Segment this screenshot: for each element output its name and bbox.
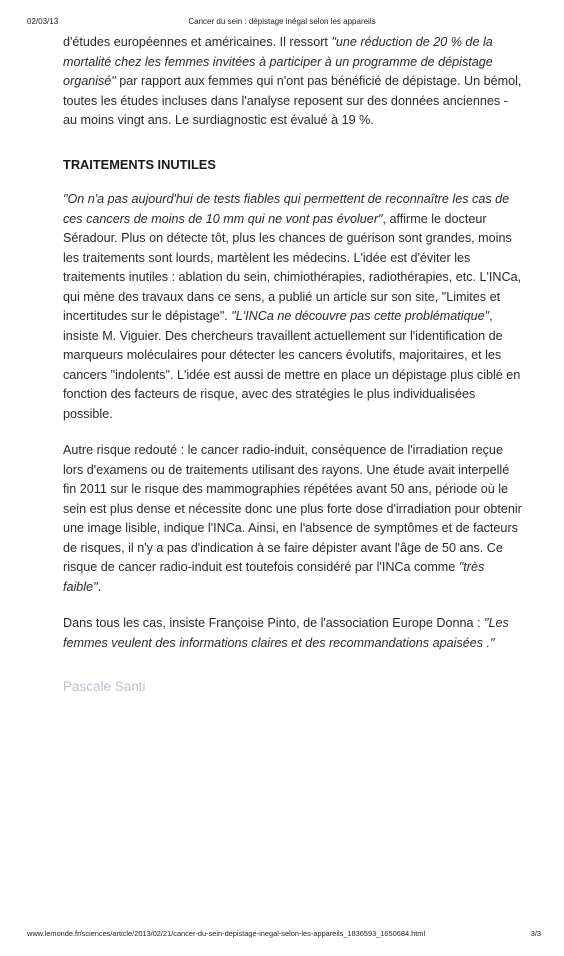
section-heading: TRAITEMENTS INUTILES	[63, 156, 216, 172]
text-segment: d'études européennes et américaines. Il ressort	[63, 35, 332, 49]
quote: "Les femmes veulent des informations claires et des recommandations apaisées ."	[63, 616, 509, 650]
text-segment: , affirme le docteur Séradour. Plus on détecte tôt, plus les chances de guérison sont grandes, moins les traitements sont lourds, martèlent les médecins. L'idée est d'éviter les traitements inutiles : ablation du sein, chimiothérapies, radiothérapies, etc. L'INCa, qui mène des travaux dans ce sens, a publié un article sur son site, "Limites et incertitudes sur le dépistage".	[63, 211, 522, 323]
text-segment: .	[97, 579, 102, 594]
quote: "L'INCa ne découvre pas cette problématique"	[231, 309, 490, 323]
text-segment: Dans tous les cas, insiste Françoise Pinto, de l'association Europe Donna :	[63, 616, 485, 630]
quote: "On n'a pas aujourd'hui de tests fiables qui permettent de reconnaître les cas de ces cancers de moins de 10 mm qui ne vont pas évoluer"	[63, 192, 510, 226]
print-url: www.lemonde.fr/sciences/article/2013/02/21/cancer-du-sein-depistage-inegal-selon-les-appareils_1836593_1650684.html	[27, 929, 426, 938]
text-segment: par rapport aux femmes qui n'ont pas bénéficié de dépistage. Un bémol, toutes les études incluses dans l'analyse reposent sur des données anciennes - au moins vingt ans. Le surdiagnostic est évalué à 19 %.	[63, 74, 522, 127]
paragraph-radiation-risk	[63, 441, 523, 597]
author-name: Pascale Santi	[63, 679, 146, 694]
print-page-title: Cancer du sein : dépistage inégal selon les appareils	[188, 17, 376, 26]
page-number: 3/3	[530, 929, 541, 938]
text-segment: Autre risque redouté : le cancer radio-induit, conséquence de l'irradiation reçue lors d'examens ou de traitements utilisant des rayons. Une étude avait interpellé fin 2011 sur le risque des mammographies répétées avant 50 ans, période où le sein est plus dense et nécessite donc une plus forte dose d'irradiation pour obtenir une image lisible, indique l'INCa. Ainsi, en l'absence de symptômes et de facteurs de risques, il n'y a pas d'indication à se faire dépister avant l'âge de 50 ans. Ce risque de cancer radio-induit est toutefois considéré par l'INCa comme	[63, 443, 522, 574]
paragraph-useless-treatments	[63, 190, 523, 424]
print-date: 02/03/13	[27, 17, 59, 26]
quote: "très faible"	[63, 560, 485, 594]
quote: "une réduction de 20 % de la mortalité chez les femmes invitées à participer à un programme de dépistage organisé"	[63, 35, 493, 88]
article-body	[63, 33, 523, 697]
text-segment: , insiste M. Viguier. Des chercheurs travaillent actuellement sur l'identification de marqueurs moléculaires pour détecter les cancers évolutifs, majoritaires, et les cancers "indolents". L'idée est aussi de mettre en place un dépistage plus ciblé en fonction des facteurs de risque, avec des stratégies le plus individualisées possible.	[63, 309, 521, 421]
paragraph-study-results	[63, 33, 523, 131]
paragraph-conclusion	[63, 614, 523, 653]
